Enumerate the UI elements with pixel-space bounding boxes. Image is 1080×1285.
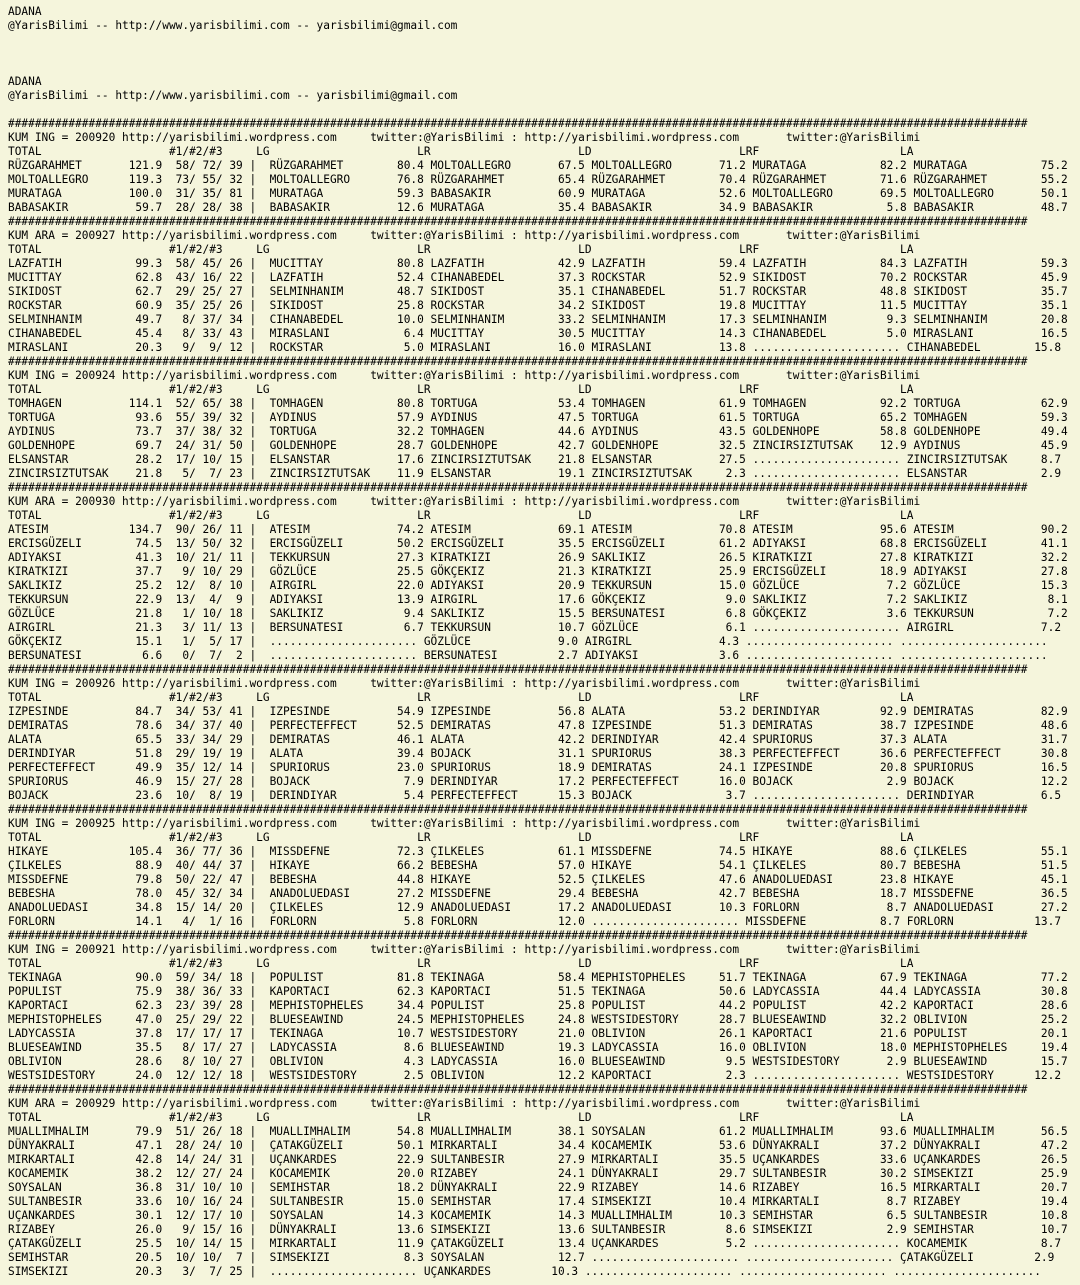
table-row: MISSDEFNE 79.8 50/ 22/ 47 | BEBESHA 44.8 HIKAYE 52.5 ÇILKELES 47.6 ANADOLUEDASI 23.8 HIKAYE 45.1 xyxy=(8,873,1068,886)
table-row: POPULIST 75.9 38/ 36/ 33 | KAPORTACI 62.3 KAPORTACI 51.5 TEKINAGA 50.6 LADYCASSIA 44.4 LADYCASSIA 30.8 xyxy=(8,985,1068,998)
table-row: ANADOLUEDASI 34.8 15/ 14/ 20 | ÇILKELES 12.9 ANADOLUEDASI 17.2 ANADOLUEDASI 10.3 FORLORN 8.7 ANADOLUEDASI 27.2 xyxy=(8,901,1068,914)
table-row: DEMIRATAS 78.6 34/ 37/ 40 | PERFECTEFFECT 52.5 DEMIRATAS 47.8 IZPESINDE 51.3 DEMIRATAS 38.7 IZPESINDE 48.6 xyxy=(8,719,1068,732)
table-row: ELSANSTAR 28.2 17/ 10/ 15 | ELSANSTAR 17.6 ZINCIRSIZTUTSAK 21.8 ELSANSTAR 27.5 ...................... ZINCIRSIZTUTSAK 8.7 xyxy=(8,453,1062,466)
table-row: DÜNYAKRALI 47.1 28/ 24/ 10 | ÇATAKGÜZELI 50.1 MIRKARTALI 34.4 KOCAMEMIK 53.6 DÜNYAKRALI 37.2 DÜNYAKRALI 47.2 xyxy=(8,1139,1068,1152)
table-row: MIRKARTALI 42.8 14/ 24/ 31 | UÇANKARDES 22.9 SULTANBESIR 27.9 MIRKARTALI 35.5 UÇANKARDES 33.6 UÇANKARDES 26.5 xyxy=(8,1153,1068,1166)
table-row: BERSUNATESI 6.6 0/ 7/ 2 | ...................... BERSUNATESI 2.7 ADIYAKSI 3.6 ...................... ...................... xyxy=(8,649,1048,662)
section-separator: ######################################################################################################################################################## xyxy=(8,1083,1028,1096)
table-row: SOYSALAN 36.8 31/ 10/ 10 | SEMIHSTAR 18.2 DÜNYAKRALI 22.9 RIZABEY 14.6 RIZABEY 16.5 MIRKARTALI 20.7 xyxy=(8,1181,1068,1194)
column-header: TOTAL #1/#2/#3 LG LR LD LRF LA xyxy=(8,243,914,256)
table-row: OBLIVION 28.6 8/ 10/ 27 | OBLIVION 4.3 LADYCASSIA 16.0 BLUESEAWIND 9.5 WESTSIDESTORY 2.9 BLUESEAWIND 15.7 xyxy=(8,1055,1068,1068)
table-row: CIHANABEDEL 45.4 8/ 33/ 43 | MIRASLANI 6.4 MUCITTAY 30.5 MUCITTAY 14.3 CIHANABEDEL 5.0 MIRASLANI 16.5 xyxy=(8,327,1068,340)
contact-line: @YarisBilimi -- http://www.yarisbilimi.com -- yarisbilimi@gmail.com xyxy=(8,89,458,102)
race-header: KUM ING = 200920 http://yarisbilimi.wordpress.com twitter:@YarisBilimi : http://yarisbilimi.wordpress.com twitter:@YarisBilimi xyxy=(8,131,921,144)
column-header: TOTAL #1/#2/#3 LG LR LD LRF LA xyxy=(8,383,914,396)
table-row: SULTANBESIR 33.6 10/ 16/ 24 | SULTANBESIR 15.0 SEMIHSTAR 17.4 SIMSEKIZI 10.4 MIRKARTALI 8.7 RIZABEY 19.4 xyxy=(8,1195,1068,1208)
table-row: SELMINHANIM 49.7 8/ 37/ 34 | CIHANABEDEL 10.0 SELMINHANIM 33.2 SELMINHANIM 17.3 SELMINHANIM 9.3 SELMINHANIM 20.8 xyxy=(8,313,1068,326)
table-row: MUALLIMHALIM 79.9 51/ 26/ 18 | MUALLIMHALIM 54.8 MUALLIMHALIM 38.1 SOYSALAN 61.2 MUALLIMHALIM 93.6 MUALLIMHALIM 56.5 xyxy=(8,1125,1068,1138)
table-row: ZINCIRSIZTUTSAK 21.8 5/ 7/ 23 | ZINCIRSIZTUTSAK 11.9 ELSANSTAR 19.1 ZINCIRSIZTUTSAK 2.3 ...................... ELSANSTAR 2.9 xyxy=(8,467,1062,480)
race-header: KUM ARA = 200927 http://yarisbilimi.wordpress.com twitter:@YarisBilimi : http://yarisbilimi.wordpress.com twitter:@YarisBilimi xyxy=(8,229,921,242)
race-header: KUM ING = 200921 http://yarisbilimi.wordpress.com twitter:@YarisBilimi : http://yarisbilimi.wordpress.com twitter:@YarisBilimi xyxy=(8,943,921,956)
table-row: RIZABEY 26.0 9/ 15/ 16 | DÜNYAKRALI 13.6 SIMSEKIZI 13.6 SULTANBESIR 8.6 SIMSEKIZI 2.9 SEMIHSTAR 10.7 xyxy=(8,1223,1068,1236)
table-row: GÖZLÜCE 21.8 1/ 10/ 18 | SAKLIKIZ 9.4 SAKLIKIZ 15.5 BERSUNATESI 6.8 GÖKÇEKIZ 3.6 TEKKURSUN 7.2 xyxy=(8,607,1068,620)
section-separator: ######################################################################################################################################################## xyxy=(8,481,1028,494)
table-row: MURATAGA 100.0 31/ 35/ 81 | MURATAGA 59.3 BABASAKIR 60.9 MURATAGA 52.6 MOLTOALLEGRO 69.5 MOLTOALLEGRO 50.1 xyxy=(8,187,1068,200)
column-header: TOTAL #1/#2/#3 LG LR LD LRF LA xyxy=(8,1111,914,1124)
table-row: ÇILKELES 88.9 40/ 44/ 37 | HIKAYE 66.2 BEBESHA 57.0 HIKAYE 54.1 ÇILKELES 80.7 BEBESHA 51.5 xyxy=(8,859,1068,872)
table-row: TEKINAGA 90.0 59/ 34/ 18 | POPULIST 81.8 TEKINAGA 58.4 MEPHISTOPHELES 51.7 TEKINAGA 67.9 TEKINAGA 77.2 xyxy=(8,971,1068,984)
section-separator: ######################################################################################################################################################## xyxy=(8,215,1028,228)
blank-line xyxy=(8,47,1080,61)
race-header: KUM ING = 200925 http://yarisbilimi.wordpress.com twitter:@YarisBilimi : http://yarisbilimi.wordpress.com twitter:@YarisBilimi xyxy=(8,817,921,830)
blank-line xyxy=(8,33,1080,47)
column-header: TOTAL #1/#2/#3 LG LR LD LRF LA xyxy=(8,957,914,970)
table-row: KAPORTACI 62.3 23/ 39/ 28 | MEPHISTOPHELES 34.4 POPULIST 25.8 POPULIST 44.2 POPULIST 42.2 KAPORTACI 28.6 xyxy=(8,999,1068,1012)
table-row: MEPHISTOPHELES 47.0 25/ 29/ 22 | BLUESEAWIND 24.5 MEPHISTOPHELES 24.8 WESTSIDESTORY 28.7 BLUESEAWIND 32.2 OBLIVION 25.2 xyxy=(8,1013,1068,1026)
table-row: GÖKÇEKIZ 15.1 1/ 5/ 17 | ...................... GÖZLÜCE 9.0 AIRGIRL 4.3 ...................... ...................... xyxy=(8,635,1048,648)
blank-line xyxy=(8,103,1080,117)
table-row: ALATA 65.5 33/ 34/ 29 | DEMIRATAS 46.1 ALATA 42.2 DERINDIYAR 42.4 SPURIORUS 37.3 ALATA 31.7 xyxy=(8,733,1068,746)
table-row: ERCISGÜZELI 74.5 13/ 50/ 32 | ERCISGÜZELI 50.2 ERCISGÜZELI 35.5 ERCISGÜZELI 61.2 ADIYAKSI 68.8 ERCISGÜZELI 41.1 xyxy=(8,537,1068,550)
column-header: TOTAL #1/#2/#3 LG LR LD LRF LA xyxy=(8,831,914,844)
city-title: ADANA xyxy=(8,5,42,18)
table-row: TORTUGA 93.6 55/ 39/ 32 | AYDINUS 57.9 AYDINUS 47.5 TORTUGA 61.5 TORTUGA 65.2 TOMHAGEN 59.3 xyxy=(8,411,1068,424)
table-row: BABASAKIR 59.7 28/ 28/ 38 | BABASAKIR 12.6 MURATAGA 35.4 BABASAKIR 34.9 BABASAKIR 5.8 BABASAKIR 48.7 xyxy=(8,201,1068,214)
blank-line xyxy=(8,61,1080,75)
table-row: MIRASLANI 20.3 9/ 9/ 12 | ROCKSTAR 5.0 MIRASLANI 16.0 MIRASLANI 13.8 ...................... CIHANABEDEL 15.8 xyxy=(8,341,1062,354)
table-row: AYDINUS 73.7 37/ 38/ 32 | TORTUGA 32.2 TOMHAGEN 44.6 AYDINUS 43.5 GOLDENHOPE 58.8 GOLDENHOPE 49.4 xyxy=(8,425,1068,438)
table-row: AIRGIRL 21.3 3/ 11/ 13 | BERSUNATESI 6.7 TEKKURSUN 10.7 GÖZLÜCE 6.1 ...................... AIRGIRL 7.2 xyxy=(8,621,1062,634)
table-row: KOCAMEMIK 38.2 12/ 27/ 24 | KOCAMEMIK 20.0 RIZABEY 24.1 DÜNYAKRALI 29.7 SULTANBESIR 30.2 SIMSEKIZI 25.9 xyxy=(8,1167,1068,1180)
table-row: RÜZGARAHMET 121.9 58/ 72/ 39 | RÜZGARAHMET 80.4 MOLTOALLEGRO 67.5 MOLTOALLEGRO 71.2 MURATAGA 82.2 MURATAGA 75.2 xyxy=(8,159,1068,172)
section-separator: ######################################################################################################################################################## xyxy=(8,355,1028,368)
table-row: SIKIDOST 62.7 29/ 25/ 27 | SELMINHANIM 48.7 SIKIDOST 35.1 CIHANABEDEL 51.7 ROCKSTAR 48.8 SIKIDOST 35.7 xyxy=(8,285,1068,298)
race-header: KUM ARA = 200929 http://yarisbilimi.wordpress.com twitter:@YarisBilimi : http://yarisbilimi.wordpress.com twitter:@YarisBilimi xyxy=(8,1097,921,1110)
race-header: KUM ING = 200924 http://yarisbilimi.wordpress.com twitter:@YarisBilimi : http://yarisbilimi.wordpress.com twitter:@YarisBilimi xyxy=(8,369,921,382)
table-row: ROCKSTAR 60.9 35/ 25/ 26 | SIKIDOST 25.8 ROCKSTAR 34.2 SIKIDOST 19.8 MUCITTAY 11.5 MUCITTAY 35.1 xyxy=(8,299,1068,312)
table-row: ADIYAKSI 41.3 10/ 21/ 11 | TEKKURSUN 27.3 KIRATKIZI 26.9 SAKLIKIZ 26.5 KIRATKIZI 27.8 KIRATKIZI 32.2 xyxy=(8,551,1068,564)
table-row: PERFECTEFFECT 49.9 35/ 12/ 14 | SPURIORUS 23.0 SPURIORUS 18.9 DEMIRATAS 24.1 IZPESINDE 20.8 SPURIORUS 16.5 xyxy=(8,761,1068,774)
table-row: FORLORN 14.1 4/ 1/ 16 | FORLORN 5.8 FORLORN 12.0 ...................... MISSDEFNE 8.7 FORLORN 13.7 xyxy=(8,915,1062,928)
table-row: BLUESEAWIND 35.5 8/ 17/ 27 | LADYCASSIA 8.6 BLUESEAWIND 19.3 LADYCASSIA 16.0 OBLIVION 18.0 MEPHISTOPHELES 19.4 xyxy=(8,1041,1068,1054)
city-title: ADANA xyxy=(8,75,42,88)
table-row: IZPESINDE 84.7 34/ 53/ 41 | IZPESINDE 54.9 IZPESINDE 56.8 ALATA 53.2 DERINDIYAR 92.9 DEMIRATAS 82.9 xyxy=(8,705,1068,718)
table-row: BOJACK 23.6 10/ 8/ 19 | DERINDIYAR 5.4 PERFECTEFFECT 15.3 BOJACK 3.7 ...................... DERINDIYAR 6.5 xyxy=(8,789,1062,802)
table-row: SAKLIKIZ 25.2 12/ 8/ 10 | AIRGIRL 22.0 ADIYAKSI 20.9 TEKKURSUN 15.0 GÖZLÜCE 7.2 GÖZLÜCE 15.3 xyxy=(8,579,1068,592)
race-header: KUM ING = 200926 http://yarisbilimi.wordpress.com twitter:@YarisBilimi : http://yarisbilimi.wordpress.com twitter:@YarisBilimi xyxy=(8,677,921,690)
table-row: KIRATKIZI 37.7 9/ 10/ 29 | GÖZLÜCE 25.5 GÖKÇEKIZ 21.3 KIRATKIZI 25.9 ERCISGÜZELI 18.9 ADIYAKSI 27.8 xyxy=(8,565,1068,578)
section-separator: ######################################################################################################################################################## xyxy=(8,663,1028,676)
table-row: MOLTOALLEGRO 119.3 73/ 55/ 32 | MOLTOALLEGRO 76.8 RÜZGARAHMET 65.4 RÜZGARAHMET 70.4 RÜZGARAHMET 71.6 RÜZGARAHMET 55.2 xyxy=(8,173,1068,186)
table-row: WESTSIDESTORY 24.0 12/ 12/ 18 | WESTSIDESTORY 2.5 OBLIVION 12.2 KAPORTACI 2.3 ...................... WESTSIDESTORY 12.2 xyxy=(8,1069,1062,1082)
race-header: KUM ARA = 200930 http://yarisbilimi.wordpress.com twitter:@YarisBilimi : http://yarisbilimi.wordpress.com twitter:@YarisBilimi xyxy=(8,495,921,508)
section-separator: ######################################################################################################################################################## xyxy=(8,803,1028,816)
table-row: MUCITTAY 62.8 43/ 16/ 22 | LAZFATIH 52.4 CIHANABEDEL 37.3 ROCKSTAR 52.9 SIKIDOST 70.2 ROCKSTAR 45.9 xyxy=(8,271,1068,284)
table-row: DERINDIYAR 51.8 29/ 19/ 19 | ALATA 39.4 BOJACK 31.1 SPURIORUS 38.3 PERFECTEFFECT 36.6 PERFECTEFFECT 30.8 xyxy=(8,747,1068,760)
column-header: TOTAL #1/#2/#3 LG LR LD LRF LA xyxy=(8,145,914,158)
table-row: ATESIM 134.7 90/ 26/ 11 | ATESIM 74.2 ATESIM 69.1 ATESIM 70.8 ATESIM 95.6 ATESIM 90.2 xyxy=(8,523,1068,536)
table-row: SPURIORUS 46.9 15/ 27/ 28 | BOJACK 7.9 DERINDIYAR 17.2 PERFECTEFFECT 16.0 BOJACK 2.9 BOJACK 12.2 xyxy=(8,775,1068,788)
table-row: LADYCASSIA 37.8 17/ 17/ 17 | TEKINAGA 10.7 WESTSIDESTORY 21.0 OBLIVION 26.1 KAPORTACI 21.6 POPULIST 20.1 xyxy=(8,1027,1068,1040)
section-separator: ######################################################################################################################################################## xyxy=(8,117,1028,130)
table-row: ÇATAKGÜZELI 25.5 10/ 14/ 15 | MIRKARTALI 11.9 ÇATAKGÜZELI 13.4 UÇANKARDES 5.2 ...................... KOCAMEMIK 8.7 xyxy=(8,1237,1062,1250)
table-row: BEBESHA 78.0 45/ 32/ 34 | ANADOLUEDASI 27.2 MISSDEFNE 29.4 BEBESHA 42.7 BEBESHA 18.7 MISSDEFNE 36.5 xyxy=(8,887,1068,900)
table-row: SEMIHSTAR 20.5 10/ 10/ 7 | SIMSEKIZI 8.3 SOYSALAN 12.7 ...................... ...................... ÇATAKGÜZELI 2.9 xyxy=(8,1251,1055,1264)
contact-line: @YarisBilimi -- http://www.yarisbilimi.com -- yarisbilimi@gmail.com xyxy=(8,19,458,32)
table-row: TEKKURSUN 22.9 13/ 4/ 9 | ADIYAKSI 13.9 AIRGIRL 17.6 GÖKÇEKIZ 9.0 SAKLIKIZ 7.2 SAKLIKIZ 8.1 xyxy=(8,593,1068,606)
table-row: UÇANKARDES 30.1 12/ 17/ 10 | SOYSALAN 14.3 KOCAMEMIK 14.3 MUALLIMHALIM 10.3 SEMIHSTAR 6.5 SULTANBESIR 10.8 xyxy=(8,1209,1068,1222)
table-row: GOLDENHOPE 69.7 24/ 31/ 50 | GOLDENHOPE 28.7 GOLDENHOPE 42.7 GOLDENHOPE 32.5 ZINCIRSIZTUTSAK 12.9 AYDINUS 45.9 xyxy=(8,439,1068,452)
table-row: TOMHAGEN 114.1 52/ 65/ 38 | TOMHAGEN 80.8 TORTUGA 53.4 TOMHAGEN 61.9 TOMHAGEN 92.2 TORTUGA 62.9 xyxy=(8,397,1068,410)
column-header: TOTAL #1/#2/#3 LG LR LD LRF LA xyxy=(8,509,914,522)
table-row: LAZFATIH 99.3 58/ 45/ 26 | MUCITTAY 80.8 LAZFATIH 42.9 LAZFATIH 59.4 LAZFATIH 84.3 LAZFATIH 59.3 xyxy=(8,257,1068,270)
table-row: SIMSEKIZI 20.3 3/ 7/ 25 | ...................... UÇANKARDES 10.3 ...................... ...................... ...................... xyxy=(8,1265,1041,1278)
table-row: HIKAYE 105.4 36/ 77/ 36 | MISSDEFNE 72.3 ÇILKELES 61.1 MISSDEFNE 74.5 HIKAYE 88.6 ÇILKELES 55.1 xyxy=(8,845,1068,858)
column-header: TOTAL #1/#2/#3 LG LR LD LRF LA xyxy=(8,691,914,704)
section-separator: ######################################################################################################################################################## xyxy=(8,929,1028,942)
